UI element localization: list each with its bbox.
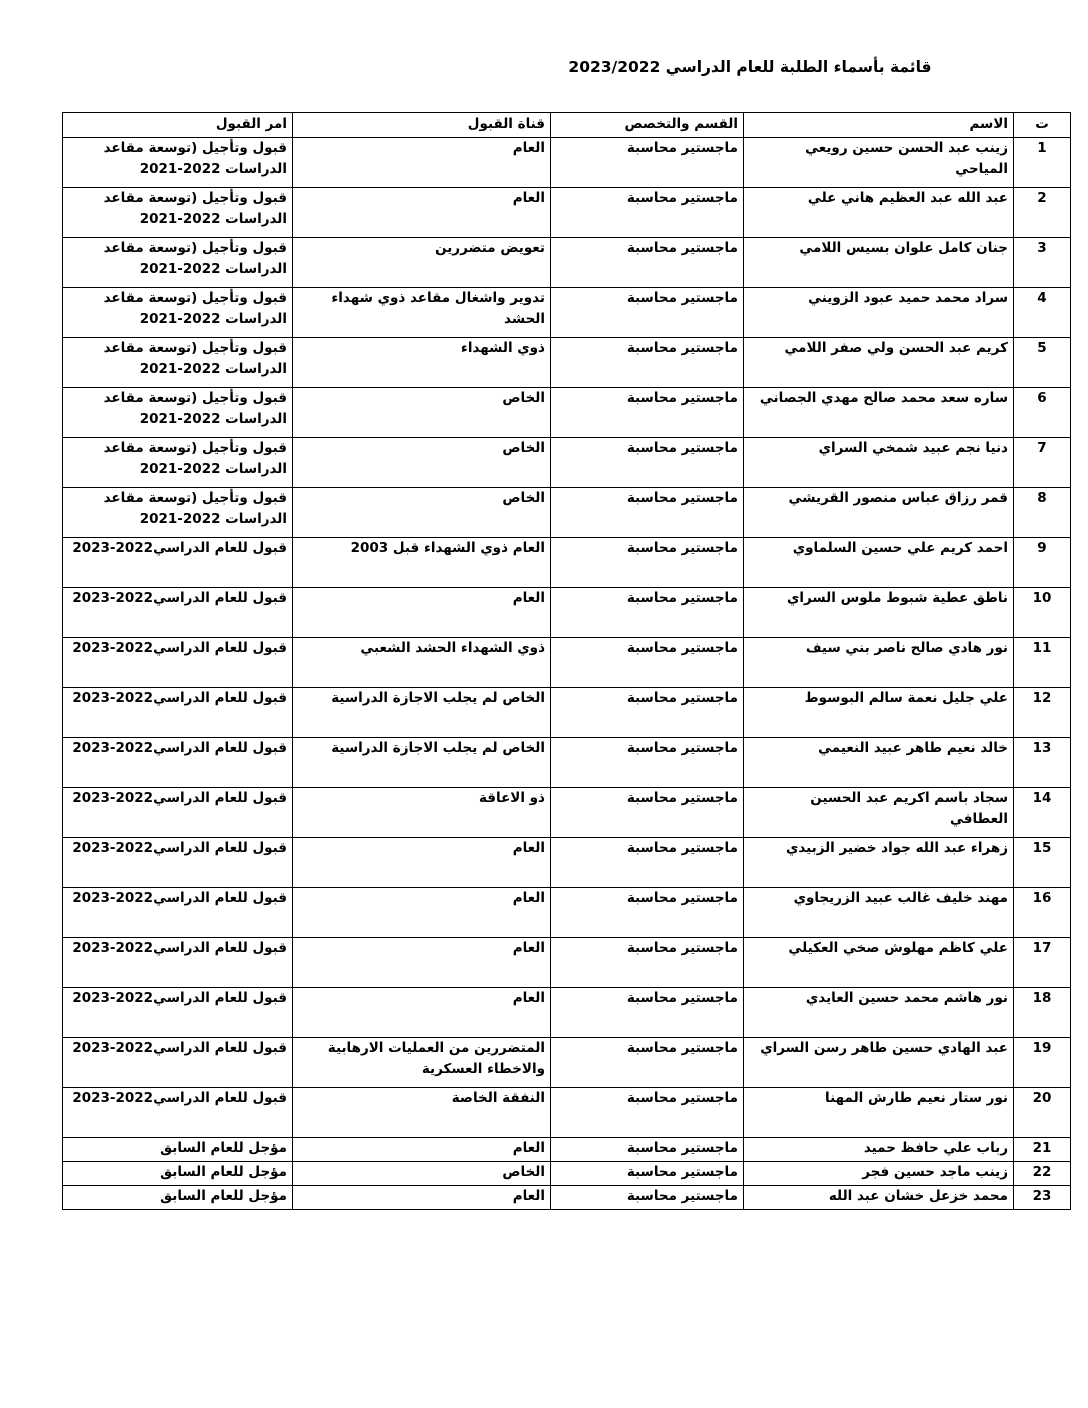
cell-channel: العام [293, 1185, 551, 1209]
table-row [63, 537, 1071, 587]
cell-order: قبول للعام الدراسي2022-2023 [63, 837, 293, 887]
cell-channel: العام [293, 837, 551, 887]
cell-index: 19 [1014, 1037, 1071, 1087]
cell-channel: المتضررين من العمليات الارهابية والاخطاء العسكرية [293, 1037, 551, 1087]
cell-name: علي جليل نعمة سالم البوسوط [744, 687, 1014, 737]
table-row [63, 587, 1071, 637]
cell-department: ماجستير محاسبة [551, 887, 744, 937]
cell-name: كريم عبد الحسن ولي صفر اللامي [744, 337, 1014, 387]
cell-channel: العام [293, 137, 551, 187]
cell-channel: ذوي الشهداء [293, 337, 551, 387]
cell-order: قبول للعام الدراسي2022-2023 [63, 1087, 293, 1137]
table-row [63, 337, 1071, 387]
cell-channel: الخاص [293, 487, 551, 537]
cell-name: قمر رزاق عباس منصور القريشي [744, 487, 1014, 537]
cell-order: قبول للعام الدراسي2022-2023 [63, 1037, 293, 1087]
cell-index: 10 [1014, 587, 1071, 637]
cell-department: ماجستير محاسبة [551, 637, 744, 687]
cell-index: 12 [1014, 687, 1071, 737]
cell-order: قبول وتأجيل (توسعة مقاعد الدراسات 2022-2021 [63, 287, 293, 337]
cell-channel: ذوي الشهداء الحشد الشعبي [293, 637, 551, 687]
cell-name: ساره سعد محمد صالح مهدي الجصاني [744, 387, 1014, 437]
table-row [63, 237, 1071, 287]
table-row [63, 387, 1071, 437]
cell-index: 17 [1014, 937, 1071, 987]
cell-name: رباب علي حافظ حميد [744, 1137, 1014, 1161]
cell-order: قبول للعام الدراسي2022-2023 [63, 537, 293, 587]
cell-order: قبول للعام الدراسي2022-2023 [63, 587, 293, 637]
header-department: القسم والتخصص [551, 113, 744, 138]
cell-name: عبد الهادي حسين طاهر رسن السراي [744, 1037, 1014, 1087]
cell-name: نور هادي صالح ناصر بني سيف [744, 637, 1014, 687]
cell-name: زهراء عبد الله جواد خضير الزبيدي [744, 837, 1014, 887]
cell-order: مؤجل للعام السابق [63, 1185, 293, 1209]
cell-department: ماجستير محاسبة [551, 937, 744, 987]
table-row [63, 1185, 1071, 1209]
cell-channel: الخاص [293, 1161, 551, 1185]
cell-name: عبد الله عبد العظيم هاني علي [744, 187, 1014, 237]
cell-index: 14 [1014, 787, 1071, 837]
cell-channel: العام [293, 587, 551, 637]
table-row [63, 1161, 1071, 1185]
table-row [63, 437, 1071, 487]
cell-department: ماجستير محاسبة [551, 537, 744, 587]
cell-department: ماجستير محاسبة [551, 1185, 744, 1209]
cell-order: قبول للعام الدراسي2022-2023 [63, 887, 293, 937]
cell-department: ماجستير محاسبة [551, 987, 744, 1037]
cell-department: ماجستير محاسبة [551, 837, 744, 887]
table-row [63, 937, 1071, 987]
cell-name: جنان كامل علوان بسيس اللامي [744, 237, 1014, 287]
table-row [63, 1037, 1071, 1087]
cell-order: قبول للعام الدراسي2022-2023 [63, 687, 293, 737]
cell-order: قبول وتأجيل (توسعة مقاعد الدراسات 2022-2021 [63, 187, 293, 237]
cell-name: سراد محمد حميد عبود الزويني [744, 287, 1014, 337]
header-channel: قناة القبول [293, 113, 551, 138]
cell-department: ماجستير محاسبة [551, 1087, 744, 1137]
header-index: ت [1014, 113, 1071, 138]
cell-order: قبول للعام الدراسي2022-2023 [63, 787, 293, 837]
header-order: امر القبول [63, 113, 293, 138]
cell-channel: العام [293, 937, 551, 987]
cell-channel: ذو الاعاقة [293, 787, 551, 837]
cell-name: احمد كريم علي حسين السلماوي [744, 537, 1014, 587]
cell-department: ماجستير محاسبة [551, 137, 744, 187]
table-row [63, 1137, 1071, 1161]
cell-name: علي كاظم مهلوش صخي العكيلي [744, 937, 1014, 987]
cell-index: 15 [1014, 837, 1071, 887]
cell-name: نور هاشم محمد حسين العايدي [744, 987, 1014, 1037]
cell-department: ماجستير محاسبة [551, 287, 744, 337]
cell-order: قبول وتأجيل (توسعة مقاعد الدراسات 2022-2021 [63, 237, 293, 287]
cell-order: قبول وتأجيل (توسعة مقاعد الدراسات 2022-2021 [63, 437, 293, 487]
cell-order: قبول وتأجيل (توسعة مقاعد الدراسات 2022-2021 [63, 337, 293, 387]
cell-index: 5 [1014, 337, 1071, 387]
cell-order: قبول وتأجيل (توسعة مقاعد الدراسات 2022-2021 [63, 387, 293, 437]
cell-order: قبول للعام الدراسي2022-2023 [63, 937, 293, 987]
cell-name: مهند خليف غالب عبيد الزريجاوي [744, 887, 1014, 937]
table-row [63, 637, 1071, 687]
cell-channel: تدوير واشغال مقاعد ذوي شهداء الحشد [293, 287, 551, 337]
cell-order: مؤجل للعام السابق [63, 1137, 293, 1161]
cell-channel: تعويض متضررين [293, 237, 551, 287]
table-row [63, 787, 1071, 837]
cell-channel: الخاص لم يجلب الاجازة الدراسية [293, 737, 551, 787]
cell-name: زينب ماجد حسين فجر [744, 1161, 1014, 1185]
cell-department: ماجستير محاسبة [551, 437, 744, 487]
cell-channel: النفقة الخاصة [293, 1087, 551, 1137]
cell-department: ماجستير محاسبة [551, 337, 744, 387]
cell-name: نور ستار نعيم طارش المهنا [744, 1087, 1014, 1137]
cell-channel: العام [293, 1137, 551, 1161]
cell-index: 13 [1014, 737, 1071, 787]
students-table [62, 112, 1071, 1210]
table-row [63, 137, 1071, 187]
cell-channel: الخاص [293, 387, 551, 437]
cell-department: ماجستير محاسبة [551, 737, 744, 787]
cell-department: ماجستير محاسبة [551, 487, 744, 537]
table-row [63, 987, 1071, 1037]
cell-channel: العام [293, 887, 551, 937]
cell-name: محمد خزعل خشان عبد الله [744, 1185, 1014, 1209]
cell-order: مؤجل للعام السابق [63, 1161, 293, 1185]
cell-index: 9 [1014, 537, 1071, 587]
cell-order: قبول للعام الدراسي2022-2023 [63, 637, 293, 687]
cell-department: ماجستير محاسبة [551, 237, 744, 287]
table-header-row [63, 113, 1071, 138]
cell-department: ماجستير محاسبة [551, 1037, 744, 1087]
cell-channel: الخاص [293, 437, 551, 487]
table-row [63, 887, 1071, 937]
cell-channel: العام ذوي الشهداء قبل 2003 [293, 537, 551, 587]
cell-department: ماجستير محاسبة [551, 787, 744, 837]
table-row [63, 737, 1071, 787]
cell-index: 2 [1014, 187, 1071, 237]
cell-name: زينب عبد الحسن حسين رويعي المياحي [744, 137, 1014, 187]
cell-channel: العام [293, 987, 551, 1037]
page-title: قائمة بأسماء الطلبة للعام الدراسي 2023/2022 [568, 58, 932, 76]
table-row [63, 837, 1071, 887]
cell-index: 23 [1014, 1185, 1071, 1209]
cell-name: سجاد باسم اكريم عبد الحسين العطافي [744, 787, 1014, 837]
cell-name: خالد نعيم طاهر عبيد النعيمي [744, 737, 1014, 787]
cell-index: 20 [1014, 1087, 1071, 1137]
cell-order: قبول وتأجيل (توسعة مقاعد الدراسات 2022-2021 [63, 487, 293, 537]
cell-index: 7 [1014, 437, 1071, 487]
cell-index: 21 [1014, 1137, 1071, 1161]
cell-department: ماجستير محاسبة [551, 387, 744, 437]
cell-order: قبول وتأجيل (توسعة مقاعد الدراسات 2022-2021 [63, 137, 293, 187]
header-name: الاسم [744, 113, 1014, 138]
cell-order: قبول للعام الدراسي2022-2023 [63, 737, 293, 787]
cell-index: 11 [1014, 637, 1071, 687]
cell-index: 8 [1014, 487, 1071, 537]
cell-order: قبول للعام الدراسي2022-2023 [63, 987, 293, 1037]
table-row [63, 487, 1071, 537]
cell-department: ماجستير محاسبة [551, 587, 744, 637]
table-row [63, 687, 1071, 737]
cell-index: 6 [1014, 387, 1071, 437]
cell-channel: الخاص لم يجلب الاجازة الدراسية [293, 687, 551, 737]
cell-name: دنيا نجم عبيد شمخي السراي [744, 437, 1014, 487]
table-row [63, 1087, 1071, 1137]
table-row [63, 187, 1071, 237]
cell-index: 1 [1014, 137, 1071, 187]
cell-department: ماجستير محاسبة [551, 1137, 744, 1161]
cell-index: 16 [1014, 887, 1071, 937]
cell-department: ماجستير محاسبة [551, 687, 744, 737]
cell-name: ناطق عطية شبوط ملوس السراي [744, 587, 1014, 637]
cell-department: ماجستير محاسبة [551, 187, 744, 237]
cell-channel: العام [293, 187, 551, 237]
cell-index: 3 [1014, 237, 1071, 287]
cell-index: 18 [1014, 987, 1071, 1037]
cell-index: 22 [1014, 1161, 1071, 1185]
cell-department: ماجستير محاسبة [551, 1161, 744, 1185]
table-row [63, 287, 1071, 337]
cell-index: 4 [1014, 287, 1071, 337]
